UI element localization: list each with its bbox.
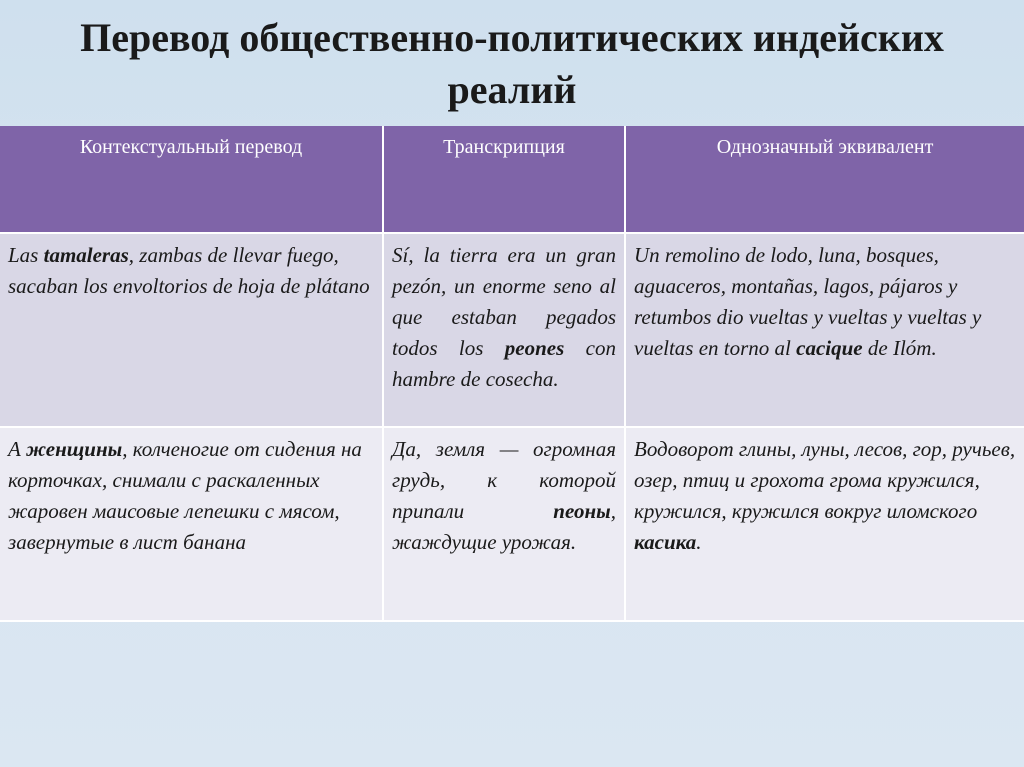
cell-text: Водоворот глины, луны, лесов, гор, ручьев, озер, птиц и грохота грома кружился, кружился, кружился вокруг иломского (634, 437, 1016, 523)
cell-text: Sí, la tierra era un gran pezón, un enorme seno al que estaban pegados todos los (392, 243, 616, 360)
header-transcription: Транскрипция (383, 126, 625, 233)
cell-term: пеоны (553, 499, 611, 523)
table-cell (0, 233, 383, 427)
table-cell (383, 427, 625, 621)
cell-term: касика (634, 530, 697, 554)
table-row (0, 427, 1024, 621)
cell-term: peones (504, 336, 565, 360)
cell-text: Да, земля — огромная грудь, к которой припали (392, 437, 616, 523)
table-cell (625, 233, 1024, 427)
cell-text: Las (8, 243, 44, 267)
table-cell (383, 233, 625, 427)
cell-term: cacique (796, 336, 863, 360)
title-line-1: Перевод общественно-политических индейских (80, 15, 944, 60)
cell-text: , zambas de llevar fuego, sacaban los envoltorios de hoja de plátano (8, 243, 370, 298)
header-equivalent: Однозначный эквивалент (625, 126, 1024, 233)
cell-text: . (696, 530, 702, 554)
page-title (0, 12, 1024, 116)
cell-text: de Ilóm. (862, 336, 937, 360)
cell-term: женщины (26, 437, 123, 461)
cell-text: con hambre de cosecha. (392, 336, 617, 391)
cell-term: tamaleras (43, 243, 129, 267)
table-cell (625, 427, 1024, 621)
cell-text: А (8, 437, 27, 461)
cell-text: , колченогие от сидения на корточках, снимали с раскаленных жаровен маисовые лепешки с мясом, завернутые в лист банана (8, 437, 362, 554)
table-row (0, 233, 1024, 427)
cell-text: Un remolino de lodo, luna, bosques, aguaceros, montañas, lagos, pájaros y retumbos dio vueltas y vueltas y vueltas y vueltas en torno al (634, 243, 982, 360)
comparison-table (0, 126, 1024, 622)
table-cell (0, 427, 383, 621)
header-row (0, 126, 1024, 233)
title-line-2: реалий (447, 67, 577, 112)
cell-text: , жаждущие урожая. (392, 499, 616, 554)
header-contextual-translation: Контекстуальный перевод (0, 126, 383, 233)
